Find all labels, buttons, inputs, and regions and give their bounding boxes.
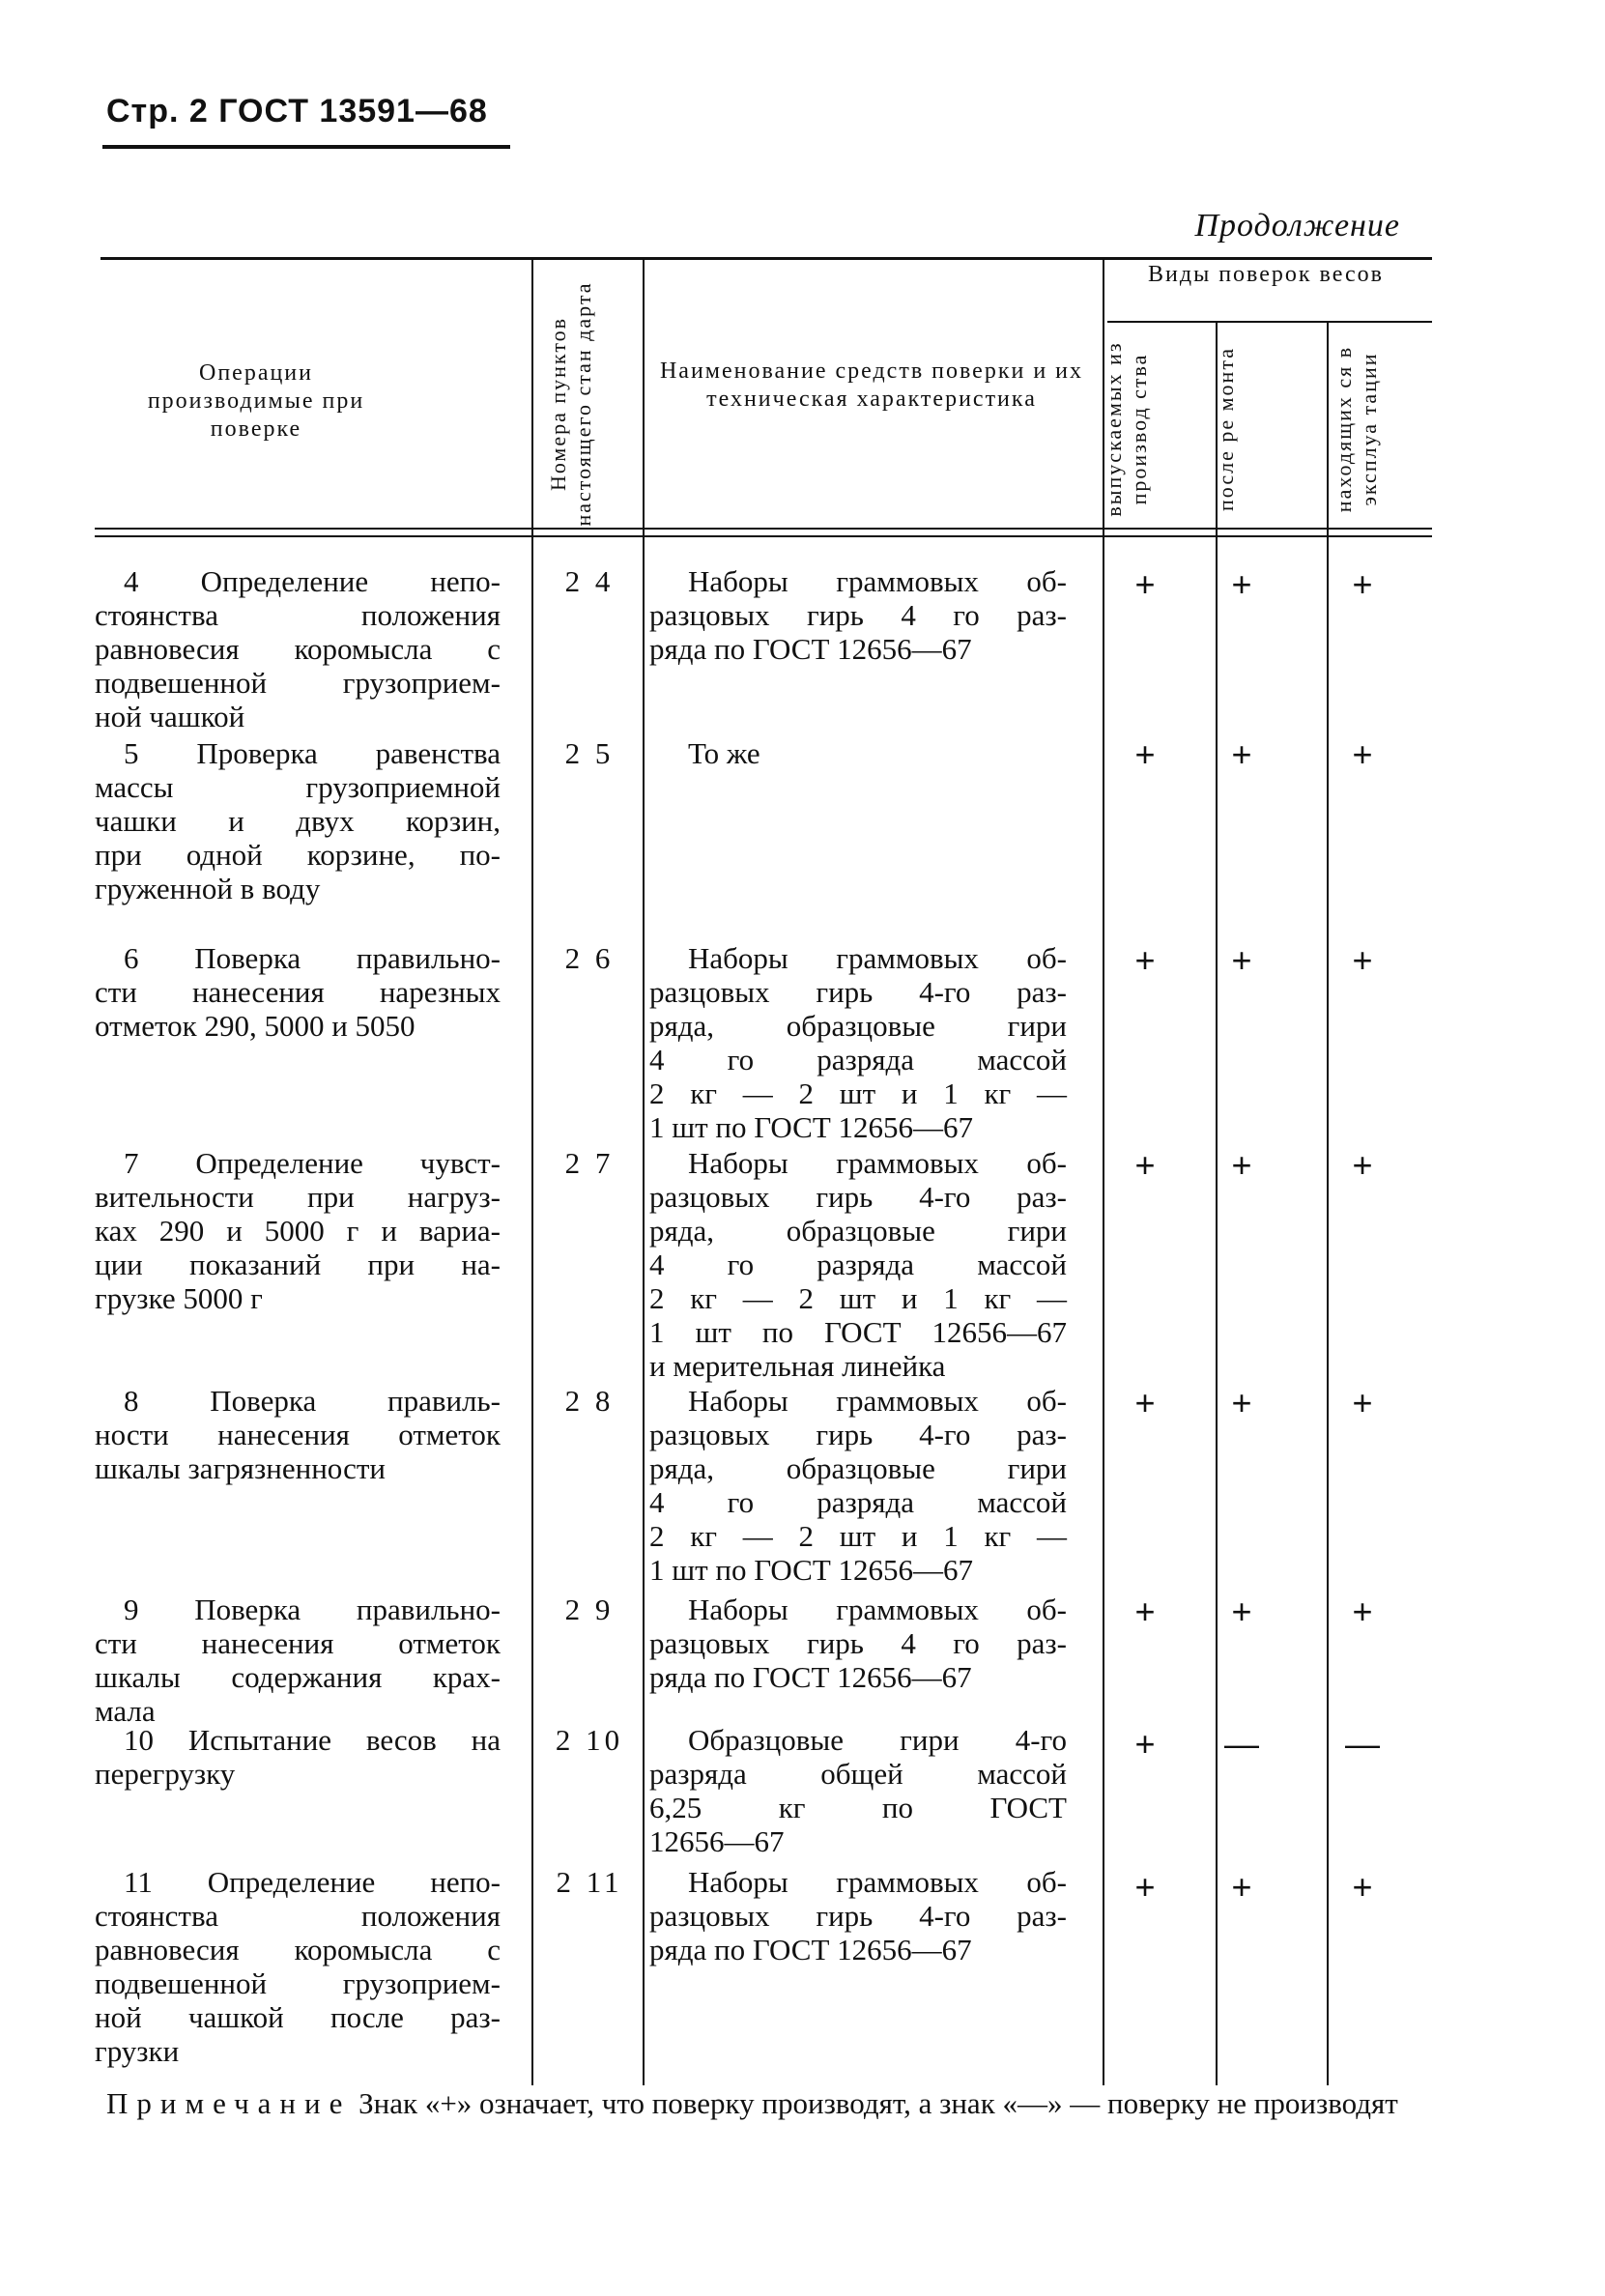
row-4-mark-3: + <box>1352 1145 1373 1185</box>
page-header: Стр. 2 ГОСТ 13591—68 <box>106 93 488 129</box>
row-1-tools <box>649 564 1067 666</box>
row-5-mark-2: + <box>1231 1383 1252 1422</box>
operation-line: ной чашкой <box>95 700 245 733</box>
tool-line: 1 шт по ГОСТ 12656—67 <box>649 1315 1067 1349</box>
row-4-tools <box>649 1146 1067 1383</box>
row-7-tools <box>649 1723 1067 1858</box>
tool-line: Наборы граммовых об- <box>688 1865 1067 1899</box>
operation-line: равновесия коромысла с <box>95 1933 501 1966</box>
column-divider-1 <box>531 259 533 2085</box>
table-top-rule <box>100 257 1432 260</box>
row-2-tools <box>649 736 1067 770</box>
row-3-tools <box>649 941 1067 1144</box>
operation-line: груженной в воду <box>95 872 321 905</box>
operation-line: ках 290 и 5000 г и вариа- <box>95 1214 501 1248</box>
row-6-mark-2: + <box>1231 1592 1252 1631</box>
row-7-mark-2: — <box>1224 1724 1259 1764</box>
operation-line: шкалы содержания крах- <box>95 1660 501 1694</box>
footnote <box>106 2085 1411 2122</box>
tool-line: и мерительная линейка <box>649 1349 946 1383</box>
tool-line: 4 го разряда массой <box>649 1248 1067 1281</box>
header-clauses: Номера пунктов настоящего стан дарта <box>546 281 595 527</box>
row-2-operation <box>95 736 501 905</box>
row-4-clause: 2 7 <box>564 1146 615 1180</box>
row-5-mark-3: + <box>1352 1383 1373 1422</box>
header-bottom-rule-2 <box>95 535 1432 537</box>
operation-line: массы грузоприемной <box>95 770 501 804</box>
header-type-repair: после ре монта <box>1214 347 1238 511</box>
tool-line: 1 шт по ГОСТ 12656—67 <box>649 1553 974 1587</box>
tool-line: ряда, образцовые гири <box>649 1009 1067 1043</box>
tool-line: Наборы граммовых об- <box>688 564 1067 598</box>
header-types: Виды поверок весов <box>1148 262 1384 287</box>
tool-line: 12656—67 <box>649 1824 785 1858</box>
row-1-mark-1: + <box>1134 564 1156 604</box>
tool-line: То же <box>688 736 760 770</box>
tool-line: 4 го разряда массой <box>649 1043 1067 1076</box>
tool-line: разцовых гирь 4-го раз- <box>649 1180 1067 1214</box>
operation-line: мала <box>95 1694 156 1728</box>
operation-line: при одной корзине, по- <box>95 838 501 872</box>
row-8-operation <box>95 1865 501 2068</box>
operation-line: 5 Проверка равенства <box>124 736 501 770</box>
row-5-tools <box>649 1384 1067 1587</box>
row-6-mark-3: + <box>1352 1592 1373 1631</box>
tool-line: 2 кг — 2 шт и 1 кг — <box>649 1281 1067 1315</box>
operation-line: 7 Определение чувст- <box>124 1146 501 1180</box>
tool-line: Наборы граммовых об- <box>688 1593 1067 1626</box>
tool-line: Наборы граммовых об- <box>688 941 1067 975</box>
row-8-mark-2: + <box>1231 1867 1252 1907</box>
column-divider-3 <box>1103 259 1104 2085</box>
row-1-mark-3: + <box>1352 564 1373 604</box>
operation-line: шкалы загрязненности <box>95 1451 386 1485</box>
row-5-clause: 2 8 <box>564 1384 615 1418</box>
row-2-mark-3: + <box>1352 734 1373 774</box>
operation-line: отметок 290, 5000 и 5050 <box>95 1009 416 1043</box>
operation-line: 9 Поверка правильно- <box>124 1593 501 1626</box>
row-8-tools <box>649 1865 1067 1966</box>
tool-line: разцовых гирь 4-го раз- <box>649 1899 1067 1933</box>
footnote-label: Примечание <box>106 2086 352 2120</box>
row-7-mark-1: + <box>1134 1724 1156 1764</box>
operation-line: стоянства положения <box>95 598 501 632</box>
tool-line: разцовых гирь 4 го раз- <box>649 1626 1067 1660</box>
tool-line: разцовых гирь 4-го раз- <box>649 975 1067 1009</box>
header-bottom-rule <box>95 528 1432 530</box>
row-2-clause: 2 5 <box>564 736 615 770</box>
operation-line: сти нанесения нарезных <box>95 975 501 1009</box>
operation-line: вительности при нагруз- <box>95 1180 501 1214</box>
footnote-text: Знак «+» означает, что поверку производят, а знак «—» — поверку не производят <box>358 2086 1398 2120</box>
row-3-mark-2: + <box>1231 940 1252 980</box>
tool-line: ряда, образцовые гири <box>649 1451 1067 1485</box>
row-8-mark-3: + <box>1352 1867 1373 1907</box>
tool-line: разцовых гирь 4-го раз- <box>649 1418 1067 1451</box>
row-1-operation <box>95 564 501 733</box>
row-7-operation <box>95 1723 501 1791</box>
row-8-clause: 2 11 <box>556 1865 623 1899</box>
operation-line: 8 Поверка правиль- <box>124 1384 501 1418</box>
tool-line: 2 кг — 2 шт и 1 кг — <box>649 1519 1067 1553</box>
tool-line: разцовых гирь 4 го раз- <box>649 598 1067 632</box>
types-subheader-rule <box>1107 321 1432 323</box>
operation-line: 10 Испытание весов на <box>124 1723 501 1757</box>
tool-line: 6,25 кг по ГОСТ <box>649 1791 1067 1824</box>
tool-line: Наборы граммовых об- <box>688 1146 1067 1180</box>
tool-line: ряда по ГОСТ 12656—67 <box>649 1933 972 1966</box>
operation-line: грузки <box>95 2034 180 2068</box>
row-2-mark-2: + <box>1231 734 1252 774</box>
operation-line: подвешенной грузоприем- <box>95 666 501 700</box>
row-1-mark-2: + <box>1231 564 1252 604</box>
row-7-clause: 2 10 <box>555 1723 624 1757</box>
operation-line: подвешенной грузоприем- <box>95 1966 501 2000</box>
header-tools: Наименование средств поверки и их техническая характеристика <box>659 359 1084 412</box>
tool-line: 1 шт по ГОСТ 12656—67 <box>649 1110 974 1144</box>
operation-line: стоянства положения <box>95 1899 501 1933</box>
header-operations: Операции производимые при поверке <box>147 360 365 442</box>
tool-line: ряда по ГОСТ 12656—67 <box>649 1660 972 1694</box>
operation-line: чашки и двух корзин, <box>95 804 501 838</box>
operation-line: сти нанесения отметок <box>95 1626 501 1660</box>
tool-line: Образцовые гири 4-го <box>688 1723 1067 1757</box>
row-6-operation <box>95 1593 501 1728</box>
continuation-label: Продолжение <box>1194 208 1400 244</box>
operation-line: ности нанесения отметок <box>95 1418 501 1451</box>
row-1-clause: 2 4 <box>564 564 615 598</box>
header-rule <box>102 145 510 149</box>
row-5-mark-1: + <box>1134 1383 1156 1422</box>
operation-line: перегрузку <box>95 1757 236 1791</box>
row-8-mark-1: + <box>1134 1867 1156 1907</box>
header-type-operation: находящих ся в эксплуа тации <box>1332 345 1381 513</box>
row-5-operation <box>95 1384 501 1485</box>
row-6-clause: 2 9 <box>564 1593 615 1626</box>
row-6-tools <box>649 1593 1067 1694</box>
row-3-clause: 2 6 <box>564 941 615 975</box>
tool-line: ряда по ГОСТ 12656—67 <box>649 632 972 666</box>
row-4-mark-1: + <box>1134 1145 1156 1185</box>
tool-line: Наборы граммовых об- <box>688 1384 1067 1418</box>
operation-line: 6 Поверка правильно- <box>124 941 501 975</box>
row-7-mark-3: — <box>1345 1724 1380 1764</box>
operation-line: равновесия коромысла с <box>95 632 501 666</box>
column-divider-5 <box>1327 323 1329 2085</box>
operation-line: ной чашкой после раз- <box>95 2000 501 2034</box>
operation-line: ции показаний при на- <box>95 1248 501 1281</box>
tool-line: ряда, образцовые гири <box>649 1214 1067 1248</box>
row-3-mark-3: + <box>1352 940 1373 980</box>
row-4-operation <box>95 1146 501 1315</box>
row-6-mark-1: + <box>1134 1592 1156 1631</box>
tool-line: 4 го разряда массой <box>649 1485 1067 1519</box>
tool-line: 2 кг — 2 шт и 1 кг — <box>649 1076 1067 1110</box>
tool-line: разряда общей массой <box>649 1757 1067 1791</box>
row-2-mark-1: + <box>1134 734 1156 774</box>
row-3-operation <box>95 941 501 1043</box>
operation-line: грузке 5000 г <box>95 1281 263 1315</box>
column-divider-2 <box>643 259 645 2085</box>
operation-line: 4 Определение непо- <box>124 564 501 598</box>
row-4-mark-2: + <box>1231 1145 1252 1185</box>
operation-line: 11 Определение непо- <box>124 1865 501 1899</box>
header-type-production: выпускаемых из производ ства <box>1102 341 1151 517</box>
row-3-mark-1: + <box>1134 940 1156 980</box>
